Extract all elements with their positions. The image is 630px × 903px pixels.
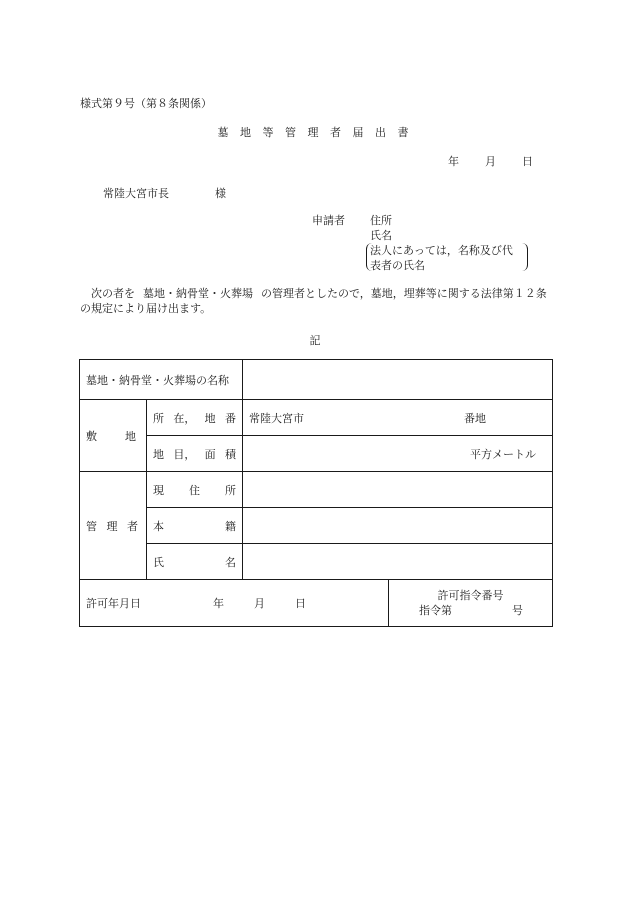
applicant-corp-note-2: 表者の氏名 <box>370 259 425 272</box>
table-row <box>80 400 553 436</box>
location-label-1: 在， <box>173 411 196 425</box>
order-suffix: 号 <box>512 604 523 617</box>
location-label-2: 地 <box>204 411 216 425</box>
location-label-0: 所 <box>153 411 164 425</box>
facility-name-label: 墓地・納骨堂・火葬場の名称 <box>80 360 243 400</box>
land-category-label <box>147 436 243 472</box>
site-label-2: 地 <box>125 429 136 443</box>
landcat-label-0: 地 <box>153 447 164 461</box>
name-value[interactable] <box>243 544 553 580</box>
location-lot-suffix: 番地 <box>464 411 486 425</box>
current-address-label-1: 住 <box>189 483 200 497</box>
table-row <box>80 360 553 400</box>
facility-name-value[interactable] <box>243 360 553 400</box>
year-label: 年 <box>448 155 459 168</box>
landcat-label-1: 目， <box>173 447 196 461</box>
domicile-label-1: 籍 <box>225 519 236 533</box>
site-label-1: 敷 <box>86 429 97 443</box>
ki-heading: 記 <box>309 334 321 347</box>
table-row <box>80 580 553 627</box>
body-text-facility-types: 墓地・納骨堂・火葬場 <box>143 287 253 300</box>
month-label: 月 <box>485 155 496 168</box>
table-row <box>80 472 553 508</box>
date-line <box>448 153 533 169</box>
domicile-value[interactable] <box>243 508 553 544</box>
permit-date-label: 許可年月日 <box>86 597 141 610</box>
current-address-label-0: 現 <box>153 483 164 497</box>
name-label-1: 名 <box>225 555 236 569</box>
document-title: 墓 地 等 管 理 者 届 出 書 <box>217 126 413 139</box>
area-unit: 平方メートル <box>470 447 536 461</box>
name-label-0: 氏 <box>153 555 164 569</box>
manager-label-0: 管 <box>86 519 97 533</box>
body-text-part3: の管理者としたので，墓地，埋葬等に関する法律第１２条の規定により届け出ます。 <box>80 287 547 315</box>
manager-label <box>80 472 147 580</box>
applicant-corp-note-1: 法人にあっては，名称及び代 <box>370 244 513 257</box>
location-value[interactable] <box>243 400 553 436</box>
location-label <box>147 400 243 436</box>
manager-label-2: 者 <box>127 519 138 533</box>
domicile-label-0: 本 <box>153 519 164 533</box>
corp-note-parentheses <box>366 243 528 271</box>
order-prefix: 指令第 <box>419 604 452 617</box>
body-text-part1: 次の者を <box>91 287 135 300</box>
body-text <box>80 286 550 316</box>
location-label-3: 番 <box>224 411 236 425</box>
addressee-honorific: 様 <box>215 187 226 200</box>
current-address-value[interactable] <box>243 472 553 508</box>
current-address-label-2: 所 <box>225 483 236 497</box>
site-label <box>80 400 147 472</box>
applicant-address-label: 住所 <box>370 214 392 227</box>
current-address-label <box>147 472 243 508</box>
name-label <box>147 544 243 580</box>
form-number: 様式第９号（第８条関係） <box>80 97 212 110</box>
table-row <box>80 544 553 580</box>
day-label: 日 <box>522 155 533 168</box>
landcat-label-3: 積 <box>224 447 236 461</box>
applicant-label: 申請者 <box>312 214 345 227</box>
domicile-label <box>147 508 243 544</box>
manager-label-1: 理 <box>106 519 118 533</box>
permit-order-label: 許可指令番号 <box>437 589 504 602</box>
form-table <box>79 359 553 627</box>
table-row <box>80 508 553 544</box>
permit-order-cell[interactable] <box>389 580 553 627</box>
table-row <box>80 436 553 472</box>
area-value[interactable] <box>243 436 553 472</box>
permit-year: 年 <box>213 597 224 610</box>
addressee-name: 常陸大宮市長 <box>103 187 169 200</box>
permit-date-cell[interactable] <box>80 580 389 627</box>
landcat-label-2: 面 <box>204 447 216 461</box>
applicant-name-label: 氏名 <box>370 229 392 242</box>
permit-day: 日 <box>295 597 306 610</box>
addressee <box>103 185 226 201</box>
permit-month: 月 <box>254 597 265 610</box>
location-city: 常陸大宮市 <box>249 411 304 425</box>
